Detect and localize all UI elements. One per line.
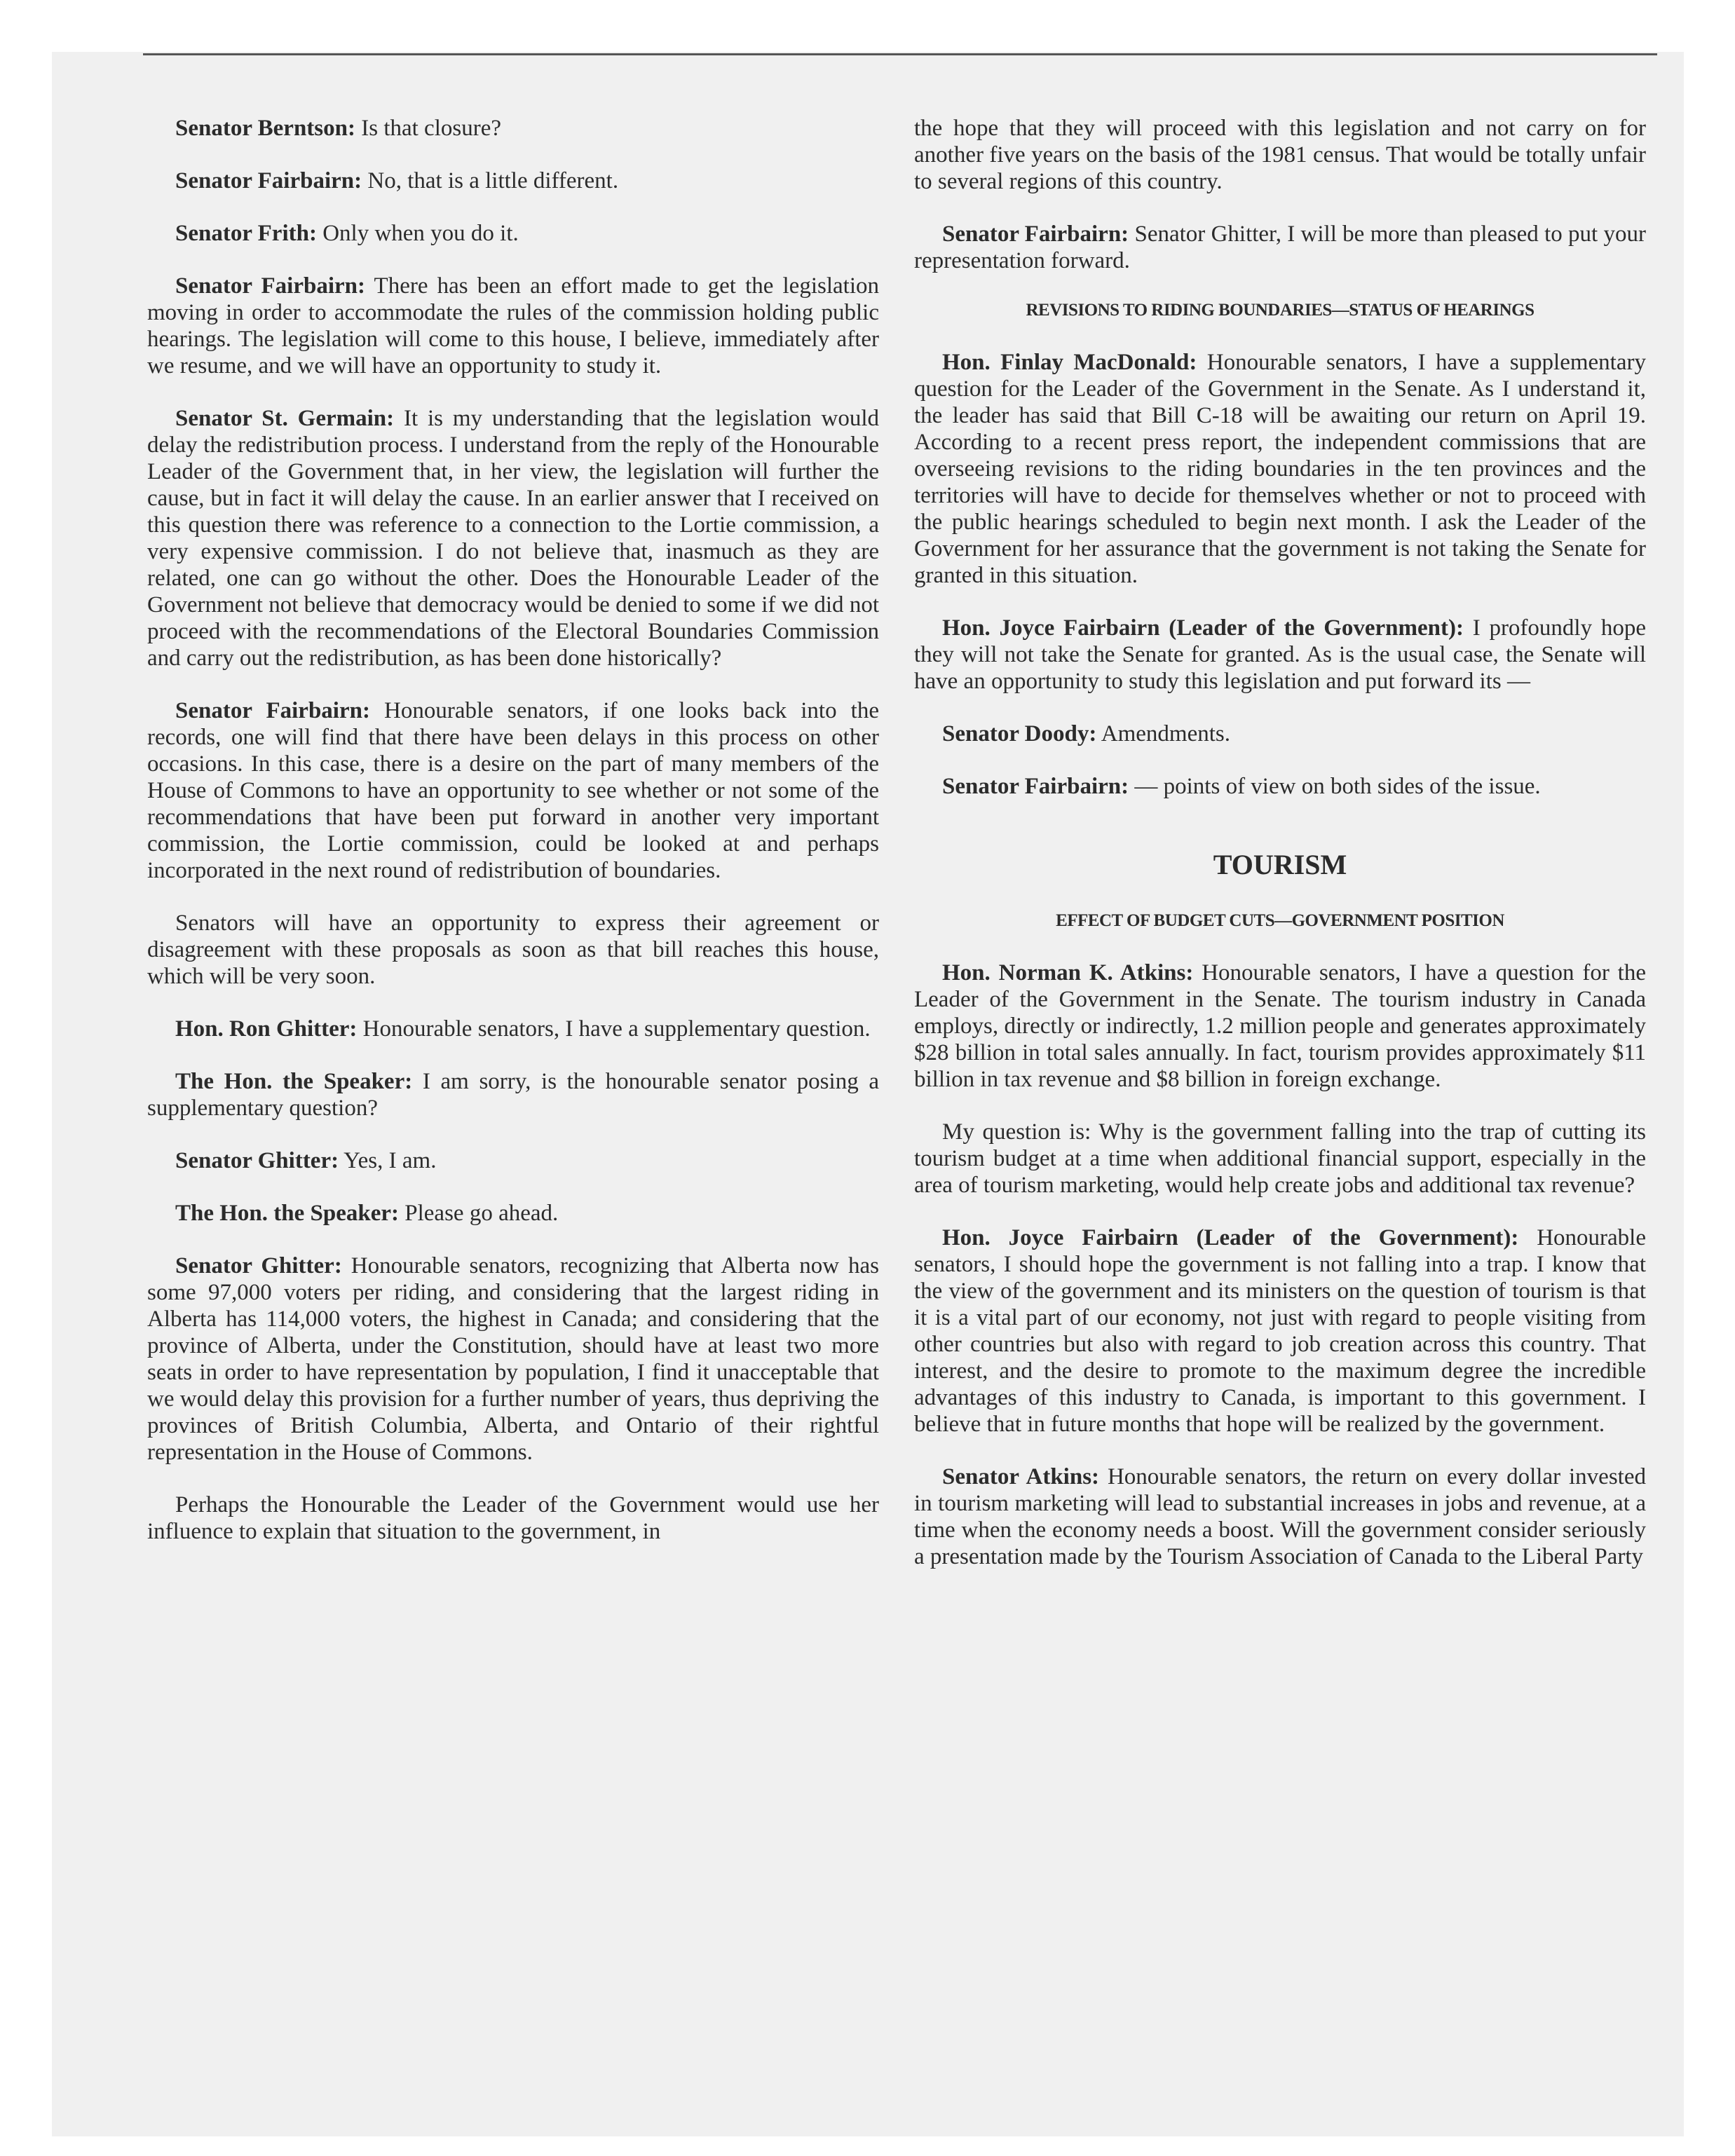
speaker-name: Senator Fairbairn:	[175, 168, 362, 193]
left-column	[147, 115, 879, 1571]
subheading-riding-boundaries: REVISIONS TO RIDING BOUNDARIES—STATUS OF HEARINGS	[1026, 301, 1535, 320]
speaker-name: The Hon. the Speaker:	[175, 1069, 413, 1094]
paragraph	[147, 405, 879, 671]
paragraph	[147, 1068, 879, 1121]
paragraph	[914, 221, 1646, 274]
right-mid-paragraphs	[914, 349, 1646, 800]
paragraph-text: Honourable senators, I have a question for the Leader of the Government in the Senate. The tourism industry in Canada employs, directly or indirectly, 1.2 million people and generates approximately $28 billion in total sales annually. In fact, tourism provides approximately $11 billion in tax revenue and $8 billion in foreign exchange.	[914, 960, 1646, 1092]
paragraph-text: I am sorry, is the honourable senator posing a supplementary question?	[147, 1069, 879, 1121]
paragraph-text: Honourable senators, recognizing that Alberta now has some 97,000 voters per riding, and considering that the largest riding in Alberta has 114,000 voters, the highest in Canada; and considering that the province of Alberta, under the Constitution, should have at least two more seats in order to have representation by population, I find it unacceptable that we would delay this provision for a further number of years, thus depriving the provinces of British Columbia, Alberta, and Ontario of their rightful representation in the House of Commons.	[147, 1253, 879, 1465]
speaker-name: Senator Ghitter:	[175, 1253, 342, 1278]
speaker-name: Hon. Joyce Fairbairn (Leader of the Government):	[942, 1225, 1519, 1250]
speaker-name: Hon. Finlay MacDonald:	[942, 350, 1197, 375]
paragraph-text: the hope that they will proceed with this legislation and not carry on for another five years on the basis of the 1981 census. That would be totally unfair to several regions of this country.	[914, 116, 1646, 194]
speaker-name: Senator Fairbairn:	[942, 774, 1129, 799]
paragraph-text: Only when you do it.	[316, 221, 519, 246]
paragraph-text: Honourable senators, if one looks back into the records, one will find that there have been delays in this process on other occasions. In this case, there is a desire on the part of many members of the House of Commons to have an opportunity to see whether or not some of the recommendations that have been put forward in another very important commission, the Lortie commission, could be looked at and perhaps incorporated in the next round of redistribution of boundaries.	[147, 698, 879, 883]
paragraph	[147, 697, 879, 884]
speaker-name: Hon. Norman K. Atkins:	[942, 960, 1194, 985]
subheading-budget-cuts: EFFECT OF BUDGET CUTS—GOVERNMENT POSITION	[1056, 911, 1504, 930]
speaker-name: The Hon. the Speaker:	[175, 1201, 400, 1226]
speaker-name: Senator Frith:	[175, 221, 317, 246]
speaker-name: Hon. Ron Ghitter:	[175, 1016, 358, 1042]
paragraph-text: Yes, I am.	[339, 1148, 437, 1173]
paragraph-text: Honourable senators, the return on every dollar invested in tourism marketing will lead to substantial increases in jobs and revenue, at a time when the economy needs a boost. Will the government consider seriously a presentation made by the Tourism Association of Canada to the Liberal Party	[914, 1464, 1646, 1569]
paragraph-text: I profoundly hope they will not take the Senate for granted. As is the usual case, the Senate will have an opportunity to study this legislation and put forward its —	[914, 615, 1646, 694]
speaker-name: Hon. Joyce Fairbairn (Leader of the Government):	[942, 615, 1464, 641]
speaker-name: Senator Ghitter:	[175, 1148, 339, 1173]
paragraph	[147, 273, 879, 379]
paragraph	[914, 721, 1646, 747]
speaker-name: Senator Berntson:	[175, 116, 355, 141]
speaker-name: Senator Fairbairn:	[175, 698, 370, 723]
paragraph-text: No, that is a little different.	[362, 168, 619, 193]
paragraph-text: Is that closure?	[355, 116, 501, 141]
speaker-name: Senator St. Germain:	[175, 406, 395, 431]
speaker-name: Senator Atkins:	[942, 1464, 1100, 1489]
paragraph	[914, 615, 1646, 695]
header-rule	[143, 53, 1657, 55]
paragraph-text: Amendments.	[1096, 721, 1230, 746]
paragraph	[147, 115, 879, 142]
speaker-name: Senator Doody:	[942, 721, 1097, 746]
paragraph-text: Please go ahead.	[399, 1201, 559, 1226]
paragraph-text: There has been an effort made to get the legislation moving in order to accommodate the rules of the commission holding public hearings. The legislation will come to this house, I believe, immediately after we resume, and we will have an opportunity to study it.	[147, 273, 879, 378]
right-column	[914, 115, 1646, 1596]
paragraph	[147, 168, 879, 194]
paragraph	[147, 1492, 879, 1545]
paragraph-text: Honourable senators, I have a supplementary question.	[357, 1016, 871, 1042]
speaker-name: Senator Fairbairn:	[942, 221, 1129, 247]
paragraph-text: My question is: Why is the government falling into the trap of cutting its tourism budget at a time when additional financial support, especially in the area of tourism marketing, would help create jobs and additional tax revenue?	[914, 1119, 1646, 1198]
paragraph	[147, 1253, 879, 1466]
paragraph-text: Honourable senators, I have a supplementary question for the Leader of the Government in the Senate. As I understand it, the leader has said that Bill C-18 will be awaiting our return on April 19. According to a recent press report, the independent commissions that are overseeing revisions to the riding boundaries in the ten provinces and the territories will have to decide for themselves whether or not to proceed with the public hearings scheduled to begin next month. I ask the Leader of the Government for her assurance that the government is not taking the Senate for granted in this situation.	[914, 350, 1646, 588]
paragraph-text: It is my understanding that the legislation would delay the redistribution process. I understand from the reply of the Honourable Leader of the Government that, in her view, the legislation will further the cause, but in fact it will delay the cause. In an earlier answer that I received on this question there was reference to a connection to the Lortie commission, a very expensive commission. I do not believe that, inasmuch as they are related, one can go without the other. Does the Honourable Leader of the Government not believe that democracy would be denied to some if we did not proceed with the recommendations of the Electoral Boundaries Commission and carry out the redistribution, as has been done historically?	[147, 406, 880, 671]
paragraph	[147, 1200, 879, 1227]
paragraph	[914, 1224, 1646, 1438]
paragraph	[914, 773, 1646, 800]
section-heading-tourism: TOURISM	[1213, 849, 1347, 880]
right-bottom-paragraphs	[914, 960, 1646, 1570]
paragraph	[914, 349, 1646, 589]
paragraph-text: Senators will have an opportunity to express their agreement or disagreement with these proposals as soon as that bill reaches this house, which will be very soon.	[147, 910, 879, 989]
page-sheet	[52, 52, 1684, 2136]
paragraph	[914, 960, 1646, 1093]
paragraph-text: Senator Ghitter, I will be more than pleased to put your representation forward.	[914, 221, 1646, 273]
paragraph-text: — points of view on both sides of the issue.	[1129, 774, 1541, 799]
paragraph-text: Perhaps the Honourable the Leader of the Government would use her influence to explain that situation to the government, in	[147, 1492, 879, 1544]
right-top-paragraphs	[914, 115, 1646, 274]
paragraph	[914, 1464, 1646, 1570]
paragraph	[914, 1119, 1646, 1199]
paragraph	[147, 220, 879, 247]
paragraph	[147, 1147, 879, 1174]
paragraph	[147, 1016, 879, 1042]
paragraph	[147, 910, 879, 990]
speaker-name: Senator Fairbairn:	[175, 273, 366, 299]
paragraph	[914, 115, 1646, 195]
paragraph-text: Honourable senators, I should hope the government is not falling into a trap. I know that the view of the government and its ministers on the question of tourism is that it is a vital part of our economy, not just with regard to people visiting from other countries but also with regard to job creation across this country. That interest, and the desire to promote to the maximum degree the incredible advantages of this industry to Canada, is important to this government. I believe that in future months that hope will be realized by the government.	[914, 1225, 1646, 1437]
